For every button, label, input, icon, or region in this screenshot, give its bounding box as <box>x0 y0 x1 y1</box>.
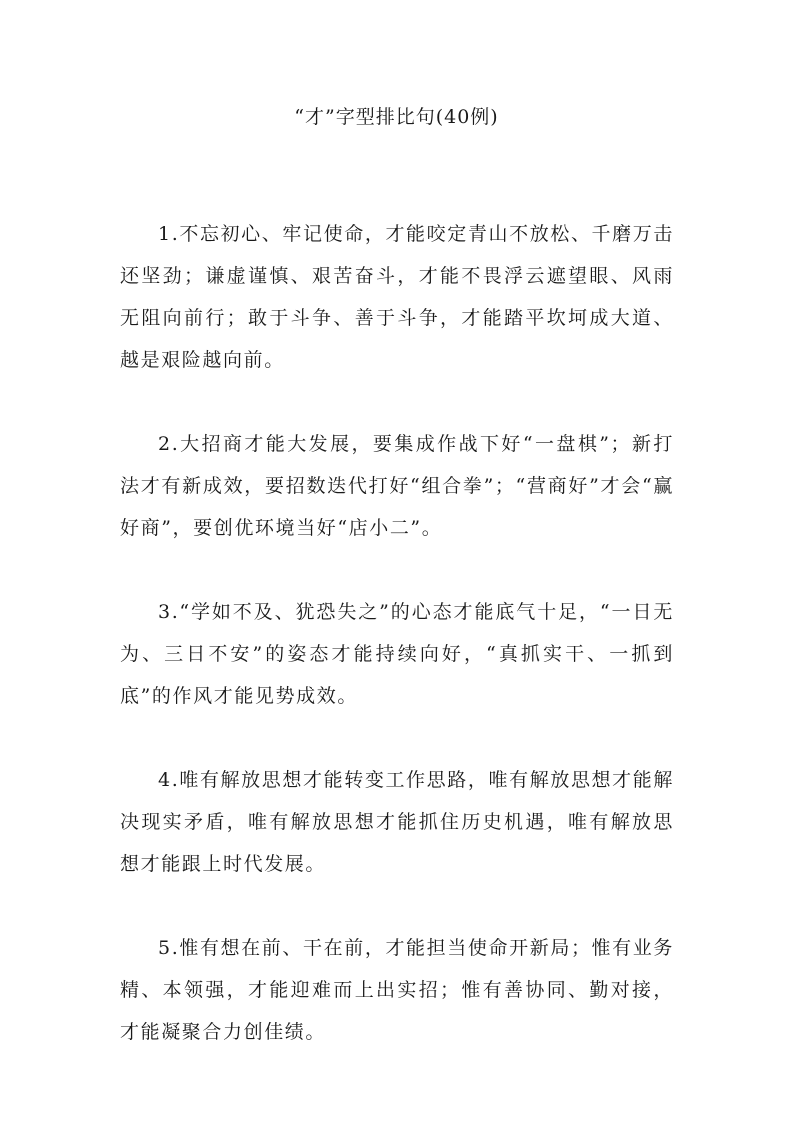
document-body <box>120 213 674 1095</box>
document-title: “才”字型排比句(40例) <box>294 106 499 128</box>
paragraph-1: 1.不忘初心、牢记使命，才能咬定青山不放松、千磨万击还坚劲；谦虚谨慎、艰苦奋斗，才能不畏浮云遮望眼、风雨无阻向前行；敢于斗争、善于斗争，才能踏平坎坷成大道、越是艰险越向前。 <box>120 223 674 371</box>
paragraph-2: 2.大招商才能大发展，要集成作战下好“一盘棋”；新打法才有新成效，要招数迭代打好“组合拳”；“营商好”才会“赢好商”，要创优环境当好“店小二”。 <box>120 433 674 539</box>
paragraph-4: 4.唯有解放思想才能转变工作思路，唯有解放思想才能解决现实矛盾，唯有解放思想才能抓住历史机遇，唯有解放思想才能跟上时代发展。 <box>120 769 674 875</box>
paragraph-3: 3.“学如不及、犹恐失之”的心态才能底气十足，“一日无为、三日不安”的姿态才能持续向好，“真抓实干、一抓到底”的作风才能见势成效。 <box>120 601 674 707</box>
paragraph-5: 5.惟有想在前、干在前，才能担当使命开新局；惟有业务精、本领强，才能迎难而上出实招；惟有善协同、勤对接，才能凝聚合力创佳绩。 <box>120 937 674 1043</box>
